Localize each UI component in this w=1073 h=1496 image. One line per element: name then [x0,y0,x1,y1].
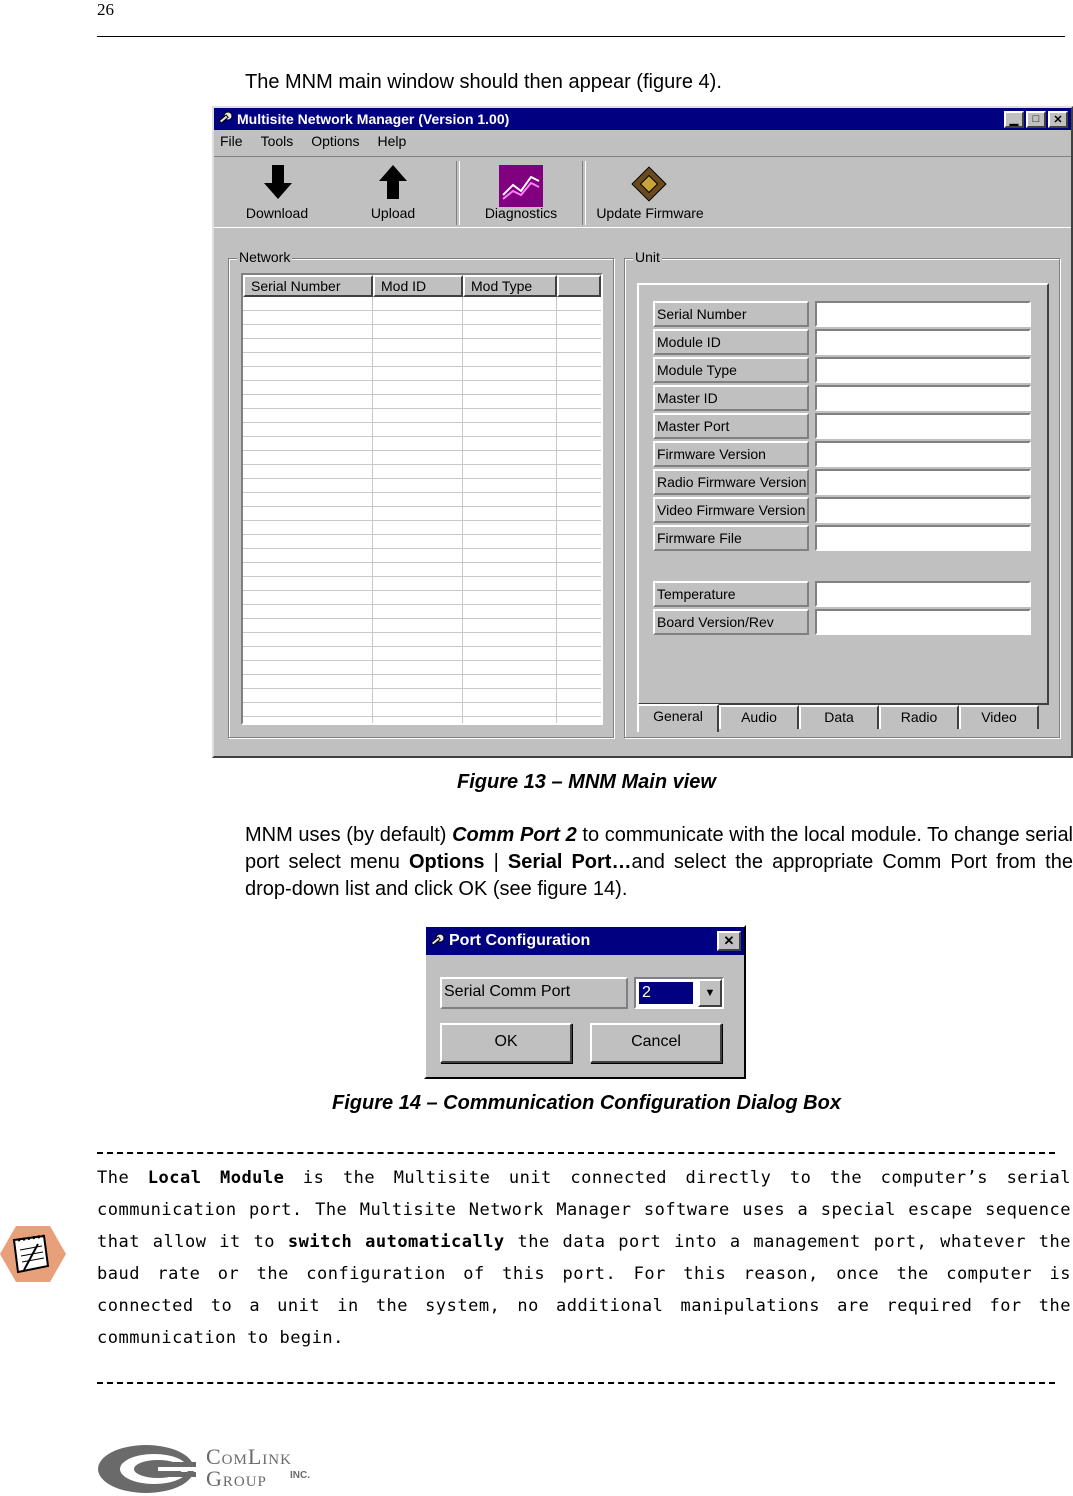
download-arrow-icon [264,165,292,201]
value-board-version [815,609,1031,635]
logo-group: Group [206,1466,267,1491]
col-mod-id[interactable]: Mod ID [373,275,463,297]
value-temperature [815,581,1031,607]
mnm-main-window [212,106,1073,758]
value-radio-firmware-version [815,469,1031,495]
port-configuration-dialog [424,925,746,1079]
diagnostics-icon [499,165,543,207]
unit-tab-panel [637,283,1049,705]
download-button[interactable]: Download [222,159,332,227]
serial-comm-port-label: Serial Comm Port [440,977,628,1009]
comlink-swoosh-icon [96,1442,196,1496]
key-icon [217,111,233,127]
value-video-firmware-version [815,497,1031,523]
toolbar [214,156,1071,228]
main-window-title: Multisite Network Manager (Version 1.00) [237,111,510,127]
main-title-bar [214,108,1071,130]
value-module-type [815,357,1031,383]
figure-14-caption: Figure 14 – Communication Configuration Dialog Box [332,1092,841,1114]
dialog-title: Port Configuration [449,932,591,949]
update-firmware-button[interactable]: Update Firmware [590,159,710,227]
serial-comm-port-select[interactable] [634,977,724,1009]
logo-inc: INC. [290,1470,310,1481]
col-empty [557,275,601,297]
label-board-version: Board Version/Rev [653,609,809,635]
key-icon [429,933,445,949]
close-button[interactable]: ✕ [1048,111,1068,128]
tab-video[interactable]: Video [959,705,1039,729]
network-group [228,249,614,738]
local-module-note: The Local Module is the Multisite unit connected directly to the computer’s serial communication port. The Multisite Network Manager software uses a special escape sequence that allow it to switch automatically the data port into a management port, whatever the baud rate or the configuration of this port. For this reason, once the computer is connected to a unit in the system, no additional manipulations are required for the communication to begin. [97,1168,1071,1348]
chip-icon [630,165,668,203]
col-mod-type[interactable]: Mod Type [463,275,557,297]
minimize-button[interactable]: ▁ [1004,111,1024,128]
tab-general[interactable]: General [637,704,719,732]
value-master-port [815,413,1031,439]
upload-button[interactable]: Upload [338,159,448,227]
dialog-title-bar [426,927,744,955]
label-radio-firmware-version: Radio Firmware Version [653,469,809,495]
menu-tools[interactable]: Tools [260,133,294,149]
label-video-firmware-version: Video Firmware Version [653,497,809,523]
dialog-close-button[interactable]: ✕ [717,931,741,951]
tab-audio[interactable]: Audio [719,705,799,729]
tab-data[interactable]: Data [799,705,879,729]
selected-port-value: 2 [639,982,693,1004]
network-group-label: Network [239,249,291,265]
chevron-down-icon[interactable]: ▼ [698,979,722,1007]
menu-bar [214,130,1071,152]
note-top-rule [97,1152,1055,1154]
col-serial-number[interactable]: Serial Number [243,275,373,297]
page-number: 26 [97,0,114,19]
maximize-button[interactable]: □ [1026,111,1046,128]
network-list[interactable] [241,273,603,725]
label-serial-number: Serial Number [653,301,809,327]
figure-13-caption: Figure 13 – MNM Main view [457,771,716,793]
label-module-type: Module Type [653,357,809,383]
intro-text: The MNM main window should then appear (figure 4). [245,71,722,93]
label-firmware-file: Firmware File [653,525,809,551]
cancel-button[interactable]: Cancel [590,1023,722,1063]
value-firmware-version [815,441,1031,467]
diagnostics-button[interactable]: Diagnostics [466,159,576,227]
label-temperature: Temperature [653,581,809,607]
comlink-logo [96,1442,326,1496]
unit-group-label: Unit [635,249,660,265]
label-master-port: Master Port [653,413,809,439]
unit-group [624,249,1060,738]
label-module-id: Module ID [653,329,809,355]
value-module-id [815,329,1031,355]
label-master-id: Master ID [653,385,809,411]
value-master-id [815,385,1031,411]
tab-radio[interactable]: Radio [879,705,959,729]
note-bottom-rule [97,1382,1055,1384]
notepad-icon [0,1226,66,1282]
comm-port-paragraph: MNM uses (by default) Comm Port 2 to communicate with the local module. To change serial port select menu Options | Serial Port…and select the appropriate Comm Port from the drop-down list and click OK (see figure 14). [245,824,1073,900]
value-serial-number [815,301,1031,327]
label-firmware-version: Firmware Version [653,441,809,467]
value-firmware-file [815,525,1031,551]
upload-arrow-icon [379,165,407,201]
menu-file[interactable]: File [220,133,243,149]
menu-options[interactable]: Options [311,133,360,149]
header-rule [97,36,1065,37]
menu-help[interactable]: Help [377,133,407,149]
ok-button[interactable]: OK [440,1023,572,1063]
logo-comlink: ComLink [206,1444,292,1469]
